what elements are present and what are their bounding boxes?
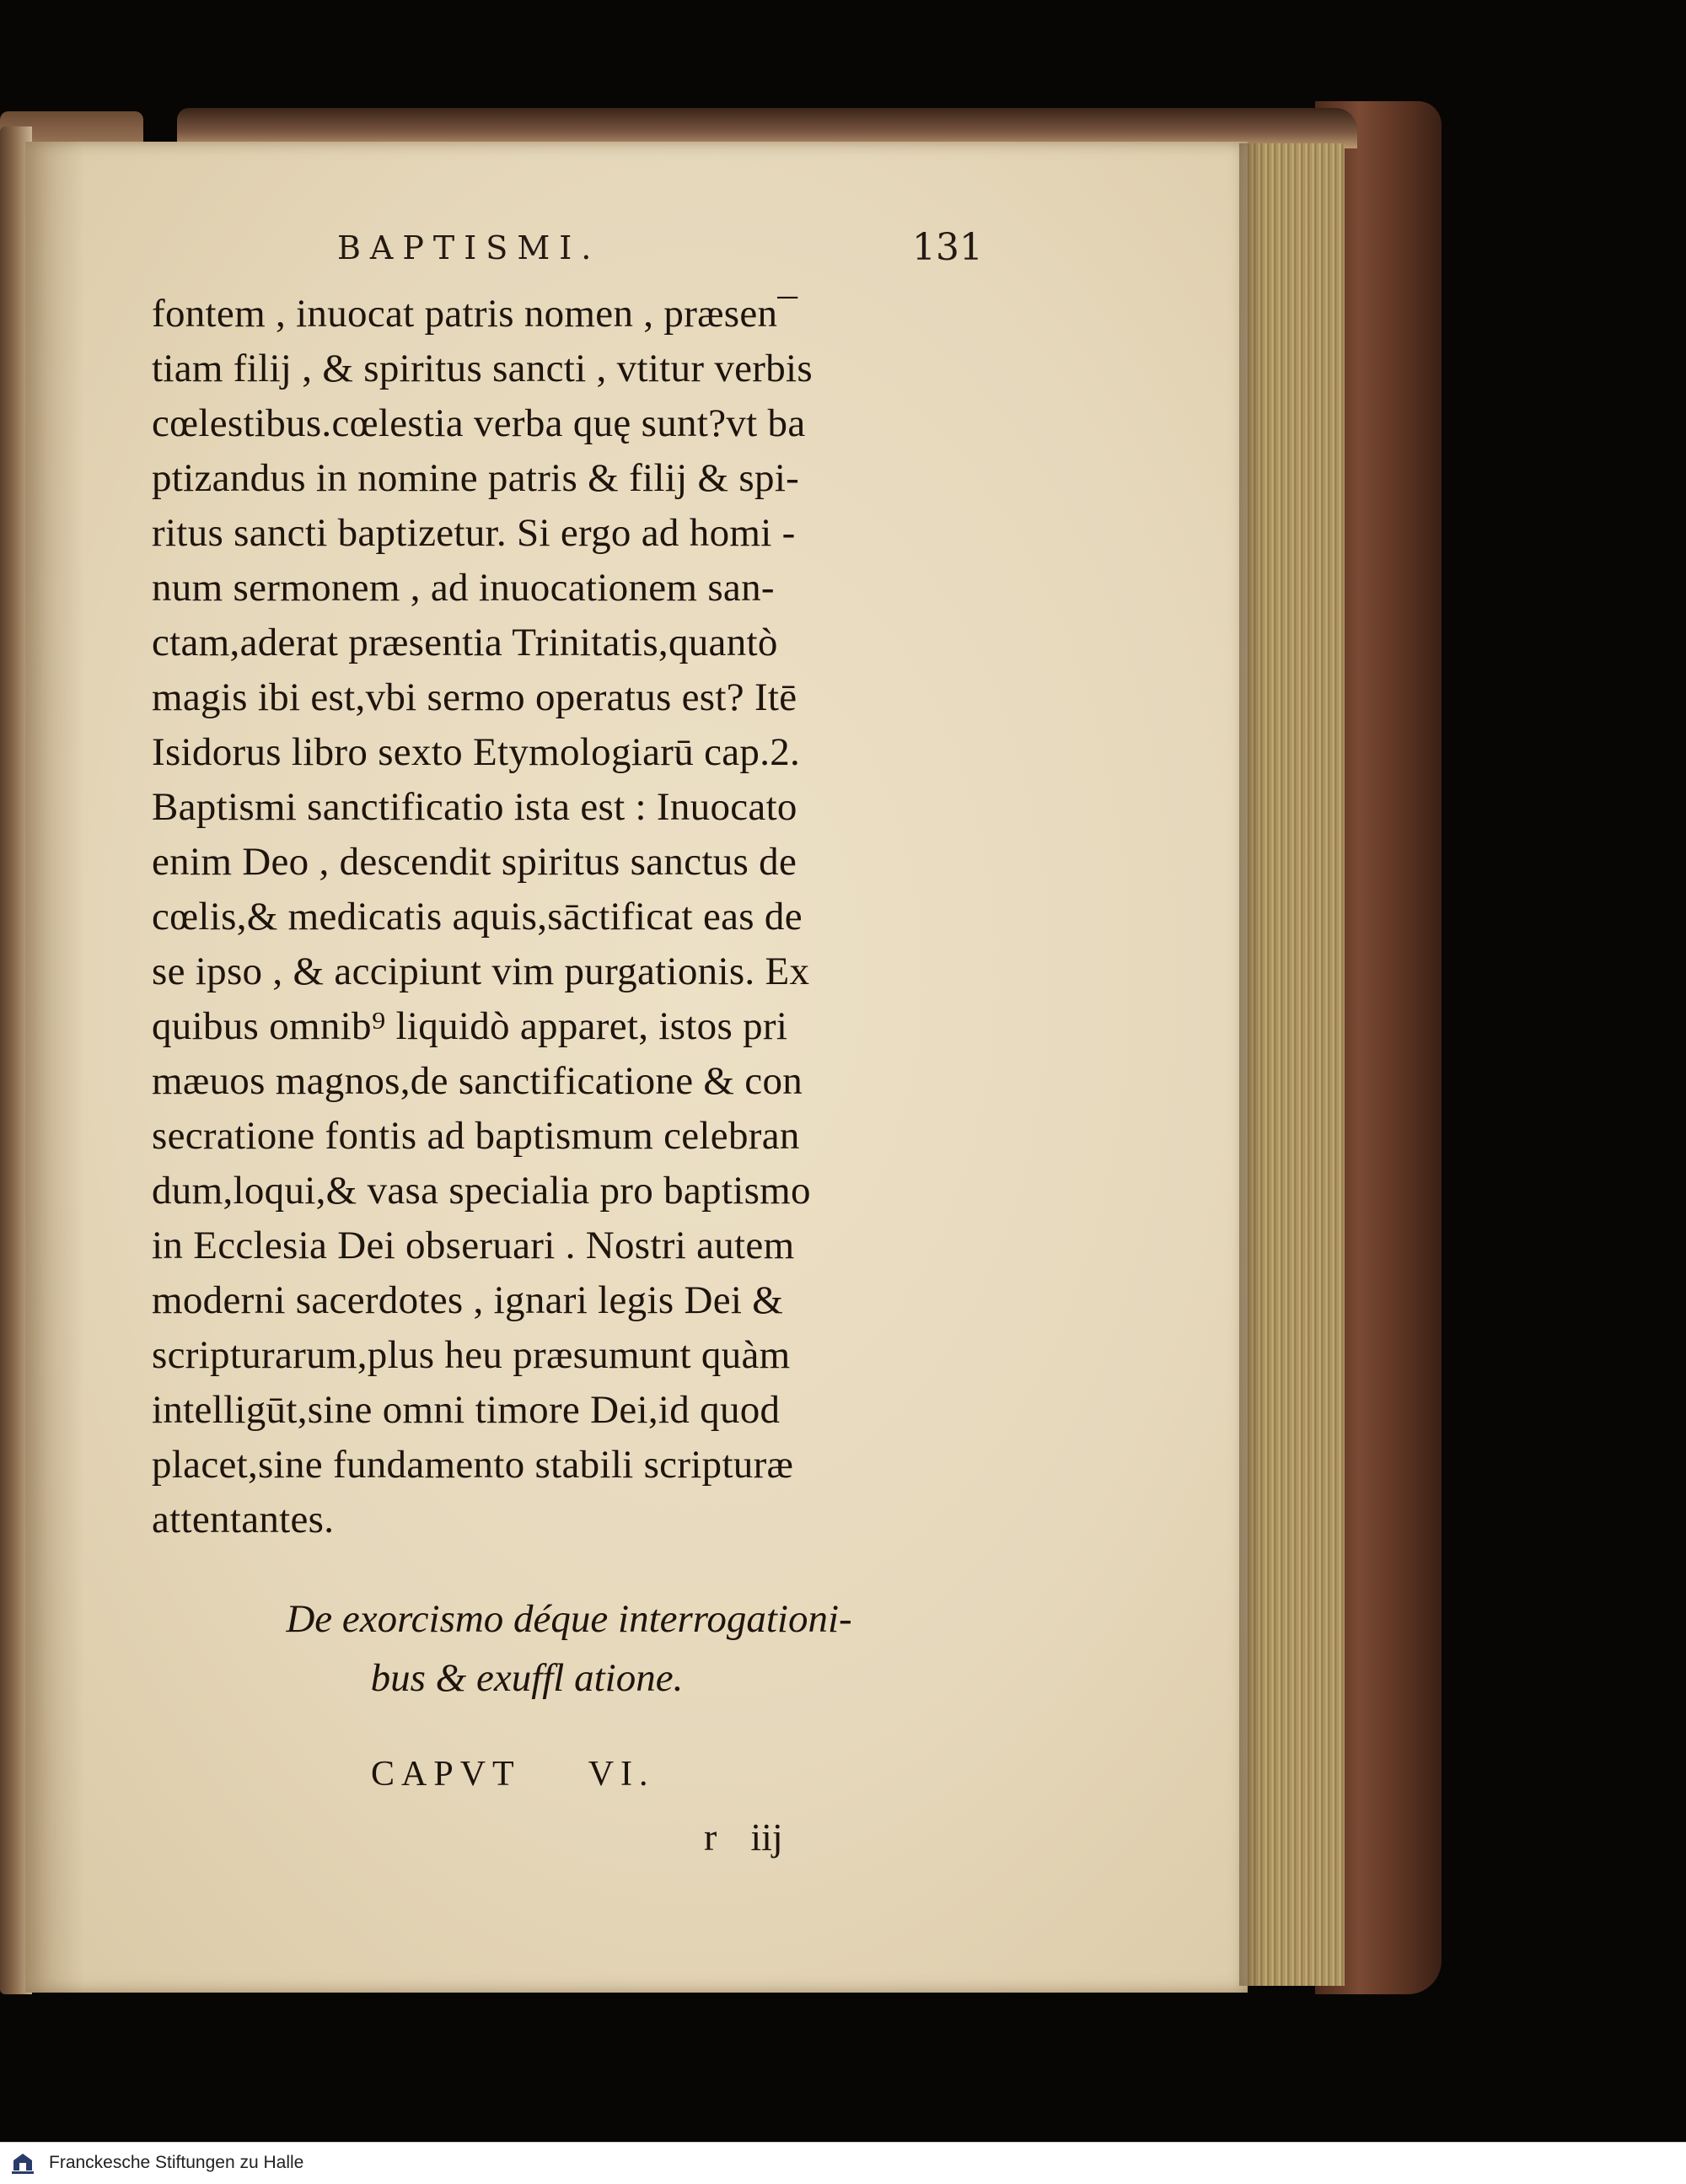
institution-logo-icon	[8, 2149, 37, 2177]
text-line: secratione fontis ad baptismum celebran	[152, 1114, 800, 1158]
text-line: fontem , inuocat patris nomen , præsen¯	[152, 292, 798, 336]
running-head: BAPTISMI.	[337, 229, 601, 266]
body-text	[152, 287, 986, 1547]
text-line: quibus omnib⁹ liquidò apparet, istos pri	[152, 1004, 788, 1048]
text-line: attentantes.	[152, 1498, 335, 1541]
text-line: Baptismi sanctificatio ista est : Inuocato	[152, 785, 797, 829]
text-line: num sermonem , ad inuocationem san-	[152, 566, 775, 610]
signature-mark	[704, 1815, 783, 1859]
page-stack-shadow	[1239, 143, 1264, 1986]
institution-name: Franckesche Stiftungen zu Halle	[49, 2153, 304, 2172]
text-line: ptizandus in nomine patris & filij & spi-	[152, 456, 800, 500]
text-line: intelligūt,sine omni timore Dei,id quod	[152, 1388, 781, 1432]
gutter-shadow	[25, 142, 84, 1993]
text-line: magis ibi est,vbi sermo operatus est? Itē	[152, 675, 797, 719]
section-heading-line: De exorcismo déque interrogationi-	[286, 1597, 852, 1641]
text-line: tiam filij , & spiritus sancti , vtitur verbis	[152, 347, 813, 390]
text-line: mæuos magnos,de sanctificatione & con	[152, 1059, 803, 1103]
text-line: scripturarum,plus heu præsumunt quàm	[152, 1333, 791, 1377]
chapter-number: VI.	[588, 1755, 655, 1794]
signature-number: iij	[750, 1816, 783, 1859]
text-line: se ipso , & accipiunt vim purgationis. Ex	[152, 949, 810, 993]
text-line: enim Deo , descendit spiritus sanctus de	[152, 840, 797, 884]
text-line: cœlis,& medicatis aquis,sāctificat eas de	[152, 895, 803, 939]
text-line: Isidorus libro sexto Etymologiarū cap.2.	[152, 730, 801, 774]
text-line: ctam,aderat præsentia Trinitatis,quantò	[152, 621, 778, 664]
page-number: 131	[912, 226, 983, 269]
chapter-word: CAPVT	[371, 1755, 521, 1794]
signature-letter: r	[704, 1816, 717, 1859]
text-line: dum,loqui,& vasa specialia pro baptismo	[152, 1169, 811, 1213]
chapter-title	[371, 1754, 655, 1794]
text-line: placet,sine fundamento stabili scripturæ	[152, 1443, 794, 1487]
section-heading-line: bus & exuffl atione.	[370, 1656, 684, 1700]
text-line: moderni sacerdotes , ignari legis Dei &	[152, 1278, 784, 1322]
text-line: ritus sancti baptizetur. Si ergo ad homi -	[152, 511, 796, 555]
text-line: in Ecclesia Dei obseruari . Nostri autem	[152, 1224, 795, 1267]
section-heading	[152, 1590, 986, 1708]
text-line: cœlestibus.cœlestia verba quę sunt?vt ba	[152, 401, 806, 445]
